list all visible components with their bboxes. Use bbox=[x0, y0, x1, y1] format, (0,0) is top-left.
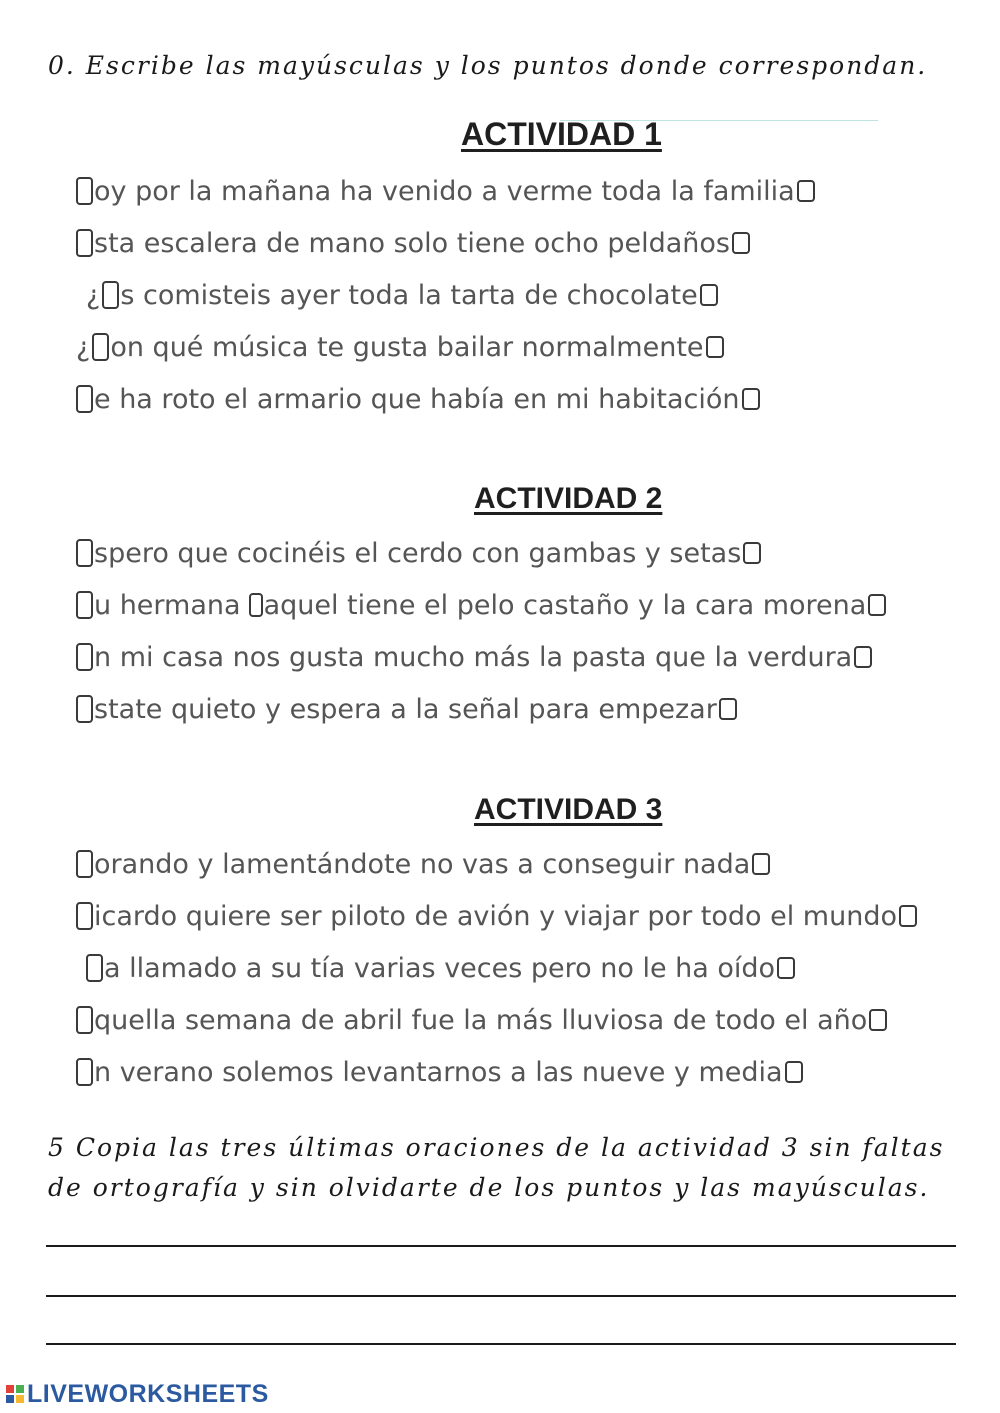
capital-letter-input[interactable] bbox=[249, 593, 263, 617]
sentence-a1-3 bbox=[86, 275, 718, 315]
period-input[interactable] bbox=[719, 698, 737, 720]
sentence-text: quella semana de abril fue la más lluviosa de todo el año bbox=[94, 1004, 868, 1036]
instruction-0: 0. Escribe las mayúsculas y los puntos donde correspondan. bbox=[48, 51, 928, 80]
period-input[interactable] bbox=[869, 1009, 887, 1031]
sentence-a3-3 bbox=[86, 948, 795, 988]
sentence-a1-4 bbox=[76, 327, 724, 367]
capital-letter-input[interactable] bbox=[76, 229, 93, 257]
period-input[interactable] bbox=[742, 388, 760, 410]
capital-letter-input[interactable] bbox=[76, 1006, 93, 1034]
answer-line-2[interactable] bbox=[46, 1295, 956, 1297]
sentence-text: sta escalera de mano solo tiene ocho peldaños bbox=[94, 227, 730, 259]
logo-icon bbox=[6, 1385, 24, 1403]
sentence-text: n mi casa nos gusta mucho más la pasta que la verdura bbox=[94, 641, 853, 673]
capital-letter-input[interactable] bbox=[76, 177, 93, 205]
period-input[interactable] bbox=[785, 1061, 803, 1083]
logo-text: LIVEWORKSHEETS bbox=[27, 1379, 269, 1408]
sentence-a2-4 bbox=[76, 689, 737, 729]
sentence-a3-2 bbox=[76, 896, 917, 936]
heading-actividad-3: ACTIVIDAD 3 bbox=[474, 793, 663, 826]
sentence-text: e ha roto el armario que había en mi habitación bbox=[94, 383, 740, 415]
period-input[interactable] bbox=[777, 957, 795, 979]
sentence-a2-1 bbox=[76, 533, 761, 573]
sentence-text: state quieto y espera a la señal para empezar bbox=[94, 693, 717, 725]
period-input[interactable] bbox=[706, 336, 724, 358]
capital-letter-input[interactable] bbox=[76, 539, 93, 567]
question-mark: ¿ bbox=[76, 331, 91, 363]
period-input[interactable] bbox=[854, 646, 872, 668]
sentence-a3-4 bbox=[76, 1000, 887, 1040]
capital-letter-input[interactable] bbox=[102, 281, 119, 309]
period-input[interactable] bbox=[797, 180, 815, 202]
sentence-a1-2 bbox=[76, 223, 750, 263]
period-input[interactable] bbox=[743, 542, 761, 564]
sentence-text: u hermana bbox=[94, 589, 241, 621]
sentence-text: icardo quiere ser piloto de avión y viajar por todo el mundo bbox=[94, 900, 897, 932]
answer-line-3[interactable] bbox=[46, 1343, 956, 1345]
period-input[interactable] bbox=[868, 594, 886, 616]
capital-letter-input[interactable] bbox=[76, 902, 93, 930]
answer-line-1[interactable] bbox=[46, 1245, 956, 1247]
capital-letter-input[interactable] bbox=[76, 591, 93, 619]
sentence-text: n verano solemos levantarnos a las nueve y media bbox=[94, 1056, 783, 1088]
sentence-a3-5 bbox=[76, 1052, 803, 1092]
sentence-text: spero que cocinéis el cerdo con gambas y setas bbox=[94, 537, 742, 569]
heading-actividad-1: ACTIVIDAD 1 bbox=[461, 116, 662, 152]
sentence-text: on qué música te gusta bailar normalmente bbox=[110, 331, 704, 363]
sentence-a2-2 bbox=[76, 585, 886, 625]
period-input[interactable] bbox=[732, 232, 750, 254]
sentence-text: oy por la mañana ha venido a verme toda la familia bbox=[94, 175, 795, 207]
heading-actividad-2: ACTIVIDAD 2 bbox=[474, 482, 663, 515]
sentence-a3-1 bbox=[76, 844, 770, 884]
sentence-a2-3 bbox=[76, 637, 872, 677]
capital-letter-input[interactable] bbox=[76, 695, 93, 723]
capital-letter-input[interactable] bbox=[76, 850, 93, 878]
period-input[interactable] bbox=[700, 284, 718, 306]
capital-letter-input[interactable] bbox=[76, 385, 93, 413]
capital-letter-input[interactable] bbox=[76, 643, 93, 671]
capital-letter-input[interactable] bbox=[76, 1058, 93, 1086]
sentence-a1-5 bbox=[76, 379, 760, 419]
sentence-text: a llamado a su tía varias veces pero no le ha oído bbox=[104, 952, 776, 984]
sentence-text: aquel tiene el pelo castaño y la cara morena bbox=[263, 589, 867, 621]
question-mark: ¿ bbox=[86, 279, 101, 311]
sentence-text: orando y lamentándote no vas a conseguir nada bbox=[94, 848, 751, 880]
capital-letter-input[interactable] bbox=[86, 954, 103, 982]
instruction-5: 5 Copia las tres últimas oraciones de la actividad 3 sin faltas de ortografía y sin olvidarte de los puntos y las mayúsculas. bbox=[48, 1133, 945, 1202]
period-input[interactable] bbox=[899, 905, 917, 927]
capital-letter-input[interactable] bbox=[92, 333, 109, 361]
sentence-a1-1 bbox=[76, 171, 815, 211]
period-input[interactable] bbox=[752, 853, 770, 875]
sentence-text: s comisteis ayer toda la tarta de chocolate bbox=[120, 279, 698, 311]
liveworksheets-logo bbox=[6, 1381, 269, 1407]
